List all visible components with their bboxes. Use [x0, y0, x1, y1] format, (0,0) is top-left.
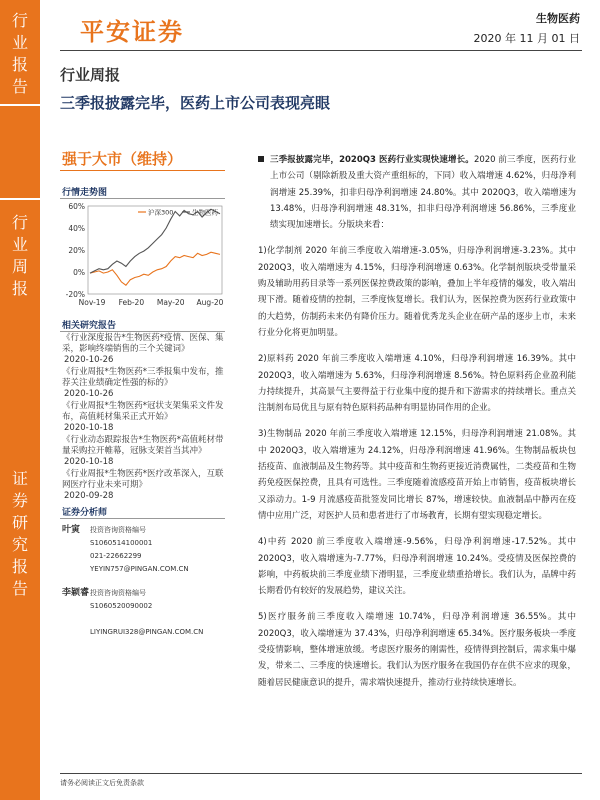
paragraph-biologics: 3)生物制品 2020 年前三季度收入端增速 12.15%，归母净利润增速 21.08%。其中 2020Q3，收入端增速为 24.12%，归母净利润增速 41.96%。生物制品板块包括疫苗、血液制品及生物药等。其中疫苗和生物药更接近消费属性，二类疫苗和生物药免疫医保控费，且具有可选性。三季度随着流感疫苗开始上市销售，疫苗板块增长又添动力。1-9 月流感疫苗批签发同比增长 87%，增速较快。血液制品中静丙在疫情中应用广泛，对医护人员和患者进行了市场教育，长期有望实现稳定增长。 [258, 429, 576, 521]
trend-chart [60, 200, 228, 312]
legend-label: 生物医药 [192, 208, 218, 217]
trend-divider [60, 198, 225, 199]
report-title: 三季报披露完毕，医药上市公司表现亮眼 [60, 94, 331, 112]
report-type: 行业周报 [60, 66, 121, 84]
y-tick-label: 20% [68, 246, 85, 255]
related-item[interactable]: 《行业深度报告*生物医药*疫情、医保、集采，影响终端销售的三个关键词》 2020-10-26 [62, 333, 224, 365]
company-logo: 平安证券 [80, 18, 184, 46]
rating-underline [60, 170, 225, 171]
analyst-name: 叶寅 [62, 525, 81, 535]
left-band [0, 0, 40, 800]
side-text-top: 行 业 报 告 [11, 11, 28, 96]
related-item[interactable]: 《行业周报*生物医药*三季报集中发布，推荐关注业绩确定性强的标的》 2020-10-26 [62, 367, 224, 399]
analyst-cert-title: 投资咨询资格编号 [90, 526, 146, 534]
analyst-email[interactable]: LIYINGRUI328@PINGAN.COM.CN [90, 628, 204, 636]
trend-label: 行情走势图 [62, 188, 108, 198]
analyst-divider [60, 518, 225, 519]
series-line [90, 209, 220, 273]
y-tick-label: 60% [68, 202, 85, 211]
y-tick-label: 40% [68, 224, 85, 233]
side-divider [0, 104, 40, 106]
x-tick-label: Aug-20 [196, 298, 224, 307]
x-tick-label: Feb-20 [118, 298, 145, 307]
related-item[interactable]: 《行业周报*生物医药*医疗改革深入，互联网医疗行业未来可期》 2020-09-28 [62, 469, 224, 501]
related-list [62, 333, 224, 503]
analyst-email[interactable]: YEYIN757@PINGAN.COM.CN [90, 565, 189, 573]
side-divider [0, 198, 40, 200]
side-text-middle: 行 业 周 报 [11, 213, 28, 298]
analyst-name: 李颖睿 [62, 588, 90, 598]
main-body [258, 152, 576, 701]
footer-disclaimer: 请务必阅读正文后免责条款 [60, 779, 144, 787]
trend-chart-svg [60, 200, 228, 312]
footer-divider [60, 773, 582, 774]
y-tick-label: -20% [65, 290, 85, 299]
series-line [90, 252, 220, 285]
header-date: 2020 年 11 月 01 日 [473, 32, 580, 45]
rating: 强于大市（维持） [62, 150, 183, 168]
related-item[interactable]: 《行业周报*生物医药*冠状支架集采文件发布，高值耗材集采正式开始》 2020-10-18 [62, 401, 224, 433]
side-text-bottom: 证 券 研 究 报 告 [11, 469, 28, 598]
paragraph-medical-services: 5)医疗服务前三季度收入端增速 10.74%，归母净利润增速 36.55%。其中 2020Q3，收入端增速为 37.43%，归母净利润增速 65.34%。医疗服务板块一季度受疫情影响，整体增速放缓。考虑医疗服务的刚需性，疫情得到控制后，需求集中爆发，带来二、三季度的快速增长。我们认为医疗服务在我国仍存在供不应求的现象，随着居民健康意识的提升，需求端快速提升，推动行业持续快速增长。 [258, 612, 576, 688]
analyst-phone: 021-22662299 [90, 552, 142, 560]
analyst-cert: S1060520090002 [90, 602, 153, 610]
paragraph-summary: 三季报披露完毕，2020Q3 医药行业实现快速增长。2020 前三季度，医药行业上市公司（剔除新股及重大资产重组标的，下同）收入端增速 4.62%，归母净利润增速 25.39%，扣非归母净利润增速 24.80%。其中 2020Q3，收入端增速为 13.48%，归母净利润增速 48.31%，扣非归母净利润增速 56.86%，三季度业绩实现加速增长。分版块来看： [258, 152, 576, 233]
legend-label: 沪深300 [148, 208, 174, 217]
header-divider [60, 50, 582, 51]
header-category: 生物医药 [536, 12, 580, 25]
analyst-card [62, 587, 226, 639]
related-item[interactable]: 《行业动态跟踪报告*生物医药*高值耗材带量采购拉开帷幕，冠脉支架首当其冲》 2020-10-18 [62, 435, 224, 467]
bullet-icon [258, 156, 264, 162]
analyst-cert-title: 投资咨询资格编号 [90, 589, 146, 597]
paragraph-api: 2)原料药 2020 年前三季度收入端增速 4.10%，归母净利润增速 16.39%。其中 2020Q3，收入端增速为 5.63%，归母净利润增速 8.56%。特色原料药企业盈利能力持续提升，其高景气主要得益于行业集中度的提升和下游需求的持续增长。重点关注制剂布局优且与原有特色原料药品种有明显协同作用的企业。 [258, 354, 576, 414]
related-divider [60, 331, 225, 332]
analyst-cert: S1060514100001 [90, 539, 153, 547]
y-tick-label: 0% [73, 268, 85, 277]
x-tick-label: Nov-19 [78, 298, 106, 307]
chart-frame [88, 206, 222, 294]
related-label: 相关研究报告 [62, 321, 117, 331]
analyst-card [62, 524, 226, 576]
paragraph-tcm: 4)中药 2020 前三季度收入端增速-9.56%，归母净利润增速-17.52%。其中 2020Q3，收入端增速为-7.77%，归母净利润增速 10.24%。受疫情及医保控费的影响，中药板块前三季度业绩下滑明显，三季度业绩重拾增长。我们认为，品牌中药长期看仍有较好的发展趋势，建议关注。 [258, 537, 576, 597]
analyst-label: 证券分析师 [62, 508, 108, 518]
paragraph-chemical: 1)化学制剂 2020 年前三季度收入端增速-3.05%，归母净利润增速-3.23%。其中 2020Q3，收入端增速为 4.15%，归母净利润增速 0.63%。化学制剂版块受带量采购及辅助用药目录等一系列医保控费政策的影响，叠加上半年疫情的爆发，收入端出现下滑。随着疫情的控制，三季度恢复增长。我们认为，医保控费为医药行业政策中的大趋势，仿制药未来仍有降价压力。随着优秀龙头企业在研产品的逐步上市，未来行业分化将更加明显。 [258, 246, 576, 338]
x-tick-label: May-20 [156, 298, 185, 307]
